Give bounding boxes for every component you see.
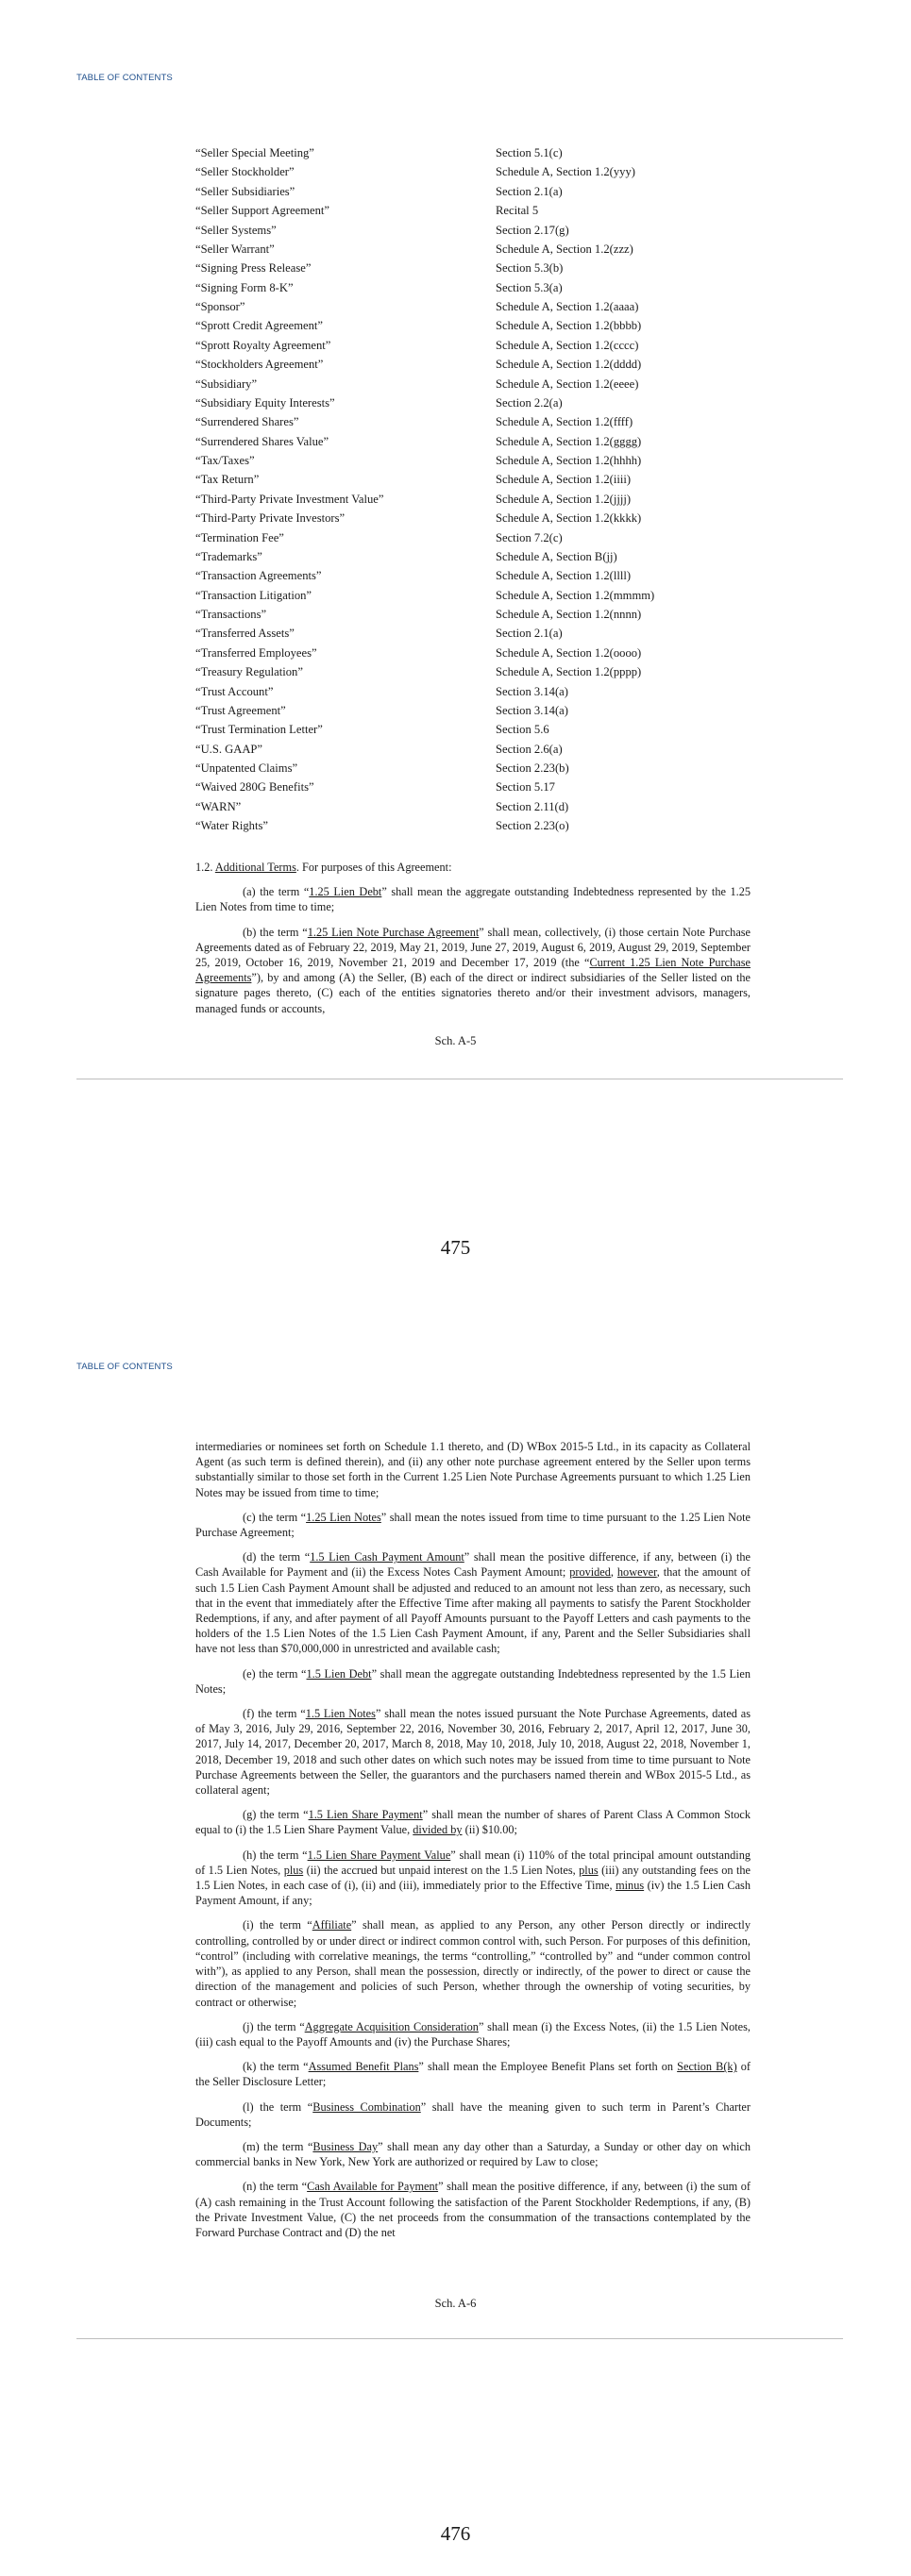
defined-term: “Signing Form 8-K”: [195, 280, 294, 294]
definition-paragraph: (e) the term “1.5 Lien Debt” shall mean the aggregate outstanding Indebtedness represented by the 1.5 Lien Notes;: [195, 1666, 751, 1696]
section-reference: Section 2.17(g): [496, 223, 569, 237]
definition-paragraph: (d) the term “1.5 Lien Cash Payment Amount” shall mean the positive difference, if any, between (i) the Cash Available for Payment and (ii) the Excess Notes Cash Payment Amount; provided, however, that the amount of such 1.5 Lien Cash Payment Amount shall be adjusted and reduced to an amount not less than zero, as necessary, such that in the event that immediately after the Effective Time after making all payments to satisfy the Parent Stockholder Redemptions, if any, and after payment of all Payoff Amounts pursuant to the Payoff Letters and cash payments to the holders of the 1.5 Lien Notes of the 1.5 Lien Cash Payment Amount, if any, Parent and the Seller Subsidiaries shall have not less than $70,000,000 in unrestricted and available cash;: [195, 1550, 751, 1656]
defined-term: “WARN”: [195, 799, 242, 813]
defined-term: “Seller Warrant”: [195, 242, 275, 256]
section-reference: Section 5.1(c): [496, 146, 563, 159]
section-reference: Schedule A, Section 1.2(kkkk): [496, 511, 642, 526]
defined-term: “Treasury Regulation”: [195, 665, 303, 679]
section-reference: Section 2.2(a): [496, 395, 563, 410]
section-reference: Schedule A, Section 1.2(ffff): [496, 415, 633, 429]
definition-row: [195, 393, 762, 412]
section-reference: Section 2.1(a): [496, 627, 563, 641]
defined-term: “Sprott Credit Agreement”: [195, 319, 323, 333]
definition-row: [195, 240, 762, 259]
definition-row: [195, 432, 762, 451]
section-reference: Section 7.2(c): [496, 530, 563, 544]
defined-term: “Trust Agreement”: [195, 703, 286, 717]
definition-paragraph: (h) the term “1.5 Lien Share Payment Value” shall mean (i) 110% of the total principal amount outstanding of 1.5 Lien Notes, plus (ii) the accrued but unpaid interest on the 1.5 Lien Notes, plus (iii) any outstanding fees on the 1.5 Lien Notes, in each case of (i), (ii) and (iii), immediately prior to the Effective Time, minus (iv) the 1.5 Lien Cash Payment Amount, if any;: [195, 1848, 751, 1908]
section-reference: Schedule A, Section 1.2(hhhh): [496, 454, 642, 467]
definition-row: [195, 278, 762, 297]
definition-row: [195, 547, 762, 566]
definition-row: [195, 316, 762, 335]
defined-term: “Subsidiary”: [195, 376, 258, 391]
definition-row: [195, 605, 762, 624]
table-of-contents-link[interactable]: TABLE OF CONTENTS: [76, 1362, 173, 1372]
definition-row: [195, 624, 762, 643]
definitions-index: [195, 143, 762, 836]
definition-row: [195, 682, 762, 701]
section-reference: Schedule A, Section 1.2(oooo): [496, 645, 642, 660]
defined-term: “Termination Fee”: [195, 530, 284, 544]
definition-row: [195, 720, 762, 739]
definition-row: [195, 336, 762, 355]
section-heading: 1.2. Additional Terms. For purposes of this Agreement:: [195, 861, 452, 874]
section-reference: Section 2.11(d): [496, 799, 569, 813]
defined-term: “U.S. GAAP”: [195, 742, 263, 756]
page1-body: [195, 860, 751, 1026]
defined-term: “Tax/Taxes”: [195, 454, 255, 467]
definition-paragraph: (f) the term “1.5 Lien Notes” shall mean the notes issued pursuant the Note Purchase Agreements, dated as of May 3, 2016, July 29, 2016, September 22, 2016, November 30, 2016, February 2, 2017, April 12, 2017, June 30, 2017, July 14, 2017, December 20, 2017, March 8, 2018, May 10, 2018, July 10, 2018, August 22, 2018, November 1, 2018, December 19, 2018 and such other dates on which such notes may be issued from time to time pursuant to Note Purchase Agreements between the Seller, the guarantors and the purchasers named therein and WBox 2015-5 Ltd., as collateral agent;: [195, 1707, 751, 1798]
defined-term: “Subsidiary Equity Interests”: [195, 395, 335, 410]
definition-paragraph: (b) the term “1.25 Lien Note Purchase Agreement” shall mean, collectively, (i) those certain Note Purchase Agreements dated as of February 22, 2019, May 21, 2019, June 27, 2019, August 6, 2019, August 29, 2019, September 25, 2019, October 16, 2019, November 21, 2019 and December 17, 2019 (the “Current 1.25 Lien Note Purchase Agreements”), by and among (A) the Seller, (B) each of the direct or indirect subsidiaries of the Seller listed on the signature pages thereto, (C) each of the entities signatories thereto and/or their investment advisors, managers, managed funds or accounts,: [195, 925, 751, 1015]
definition-row: [195, 662, 762, 681]
defined-term: “Tax Return”: [195, 473, 260, 487]
definition-paragraph: (k) the term “Assumed Benefit Plans” shall mean the Employee Benefit Plans set forth on Section B(k) of the Seller Disclosure Letter;: [195, 2060, 751, 2089]
section-reference: Section 5.3(a): [496, 280, 563, 294]
definition-row: [195, 355, 762, 374]
page-number: 475: [440, 1236, 471, 1259]
page-number: 476: [440, 2522, 471, 2545]
definition-row: [195, 451, 762, 470]
section-reference: Schedule A, Section 1.2(pppp): [496, 665, 642, 679]
definition-row: [195, 375, 762, 393]
definition-row: [195, 509, 762, 527]
definition-row: [195, 221, 762, 240]
definition-paragraph: (l) the term “Business Combination” shall have the meaning given to such term in Parent’s Charter Documents;: [195, 2099, 751, 2129]
defined-term: “Transferred Assets”: [195, 627, 295, 641]
defined-term: “Trust Termination Letter”: [195, 723, 323, 737]
definition-paragraph: (a) the term “1.25 Lien Debt” shall mean the aggregate outstanding Indebtedness represented by the 1.25 Lien Notes from time to time;: [195, 885, 751, 914]
defined-term: “Transactions”: [195, 608, 267, 621]
definition-row: [195, 297, 762, 316]
defined-term: “Transaction Agreements”: [195, 569, 322, 583]
definition-paragraph: (c) the term “1.25 Lien Notes” shall mean the notes issued from time to time pursuant to the 1.25 Lien Note Purchase Agreement;: [195, 1510, 751, 1540]
definition-row: [195, 162, 762, 181]
section-reference: Section 3.14(a): [496, 684, 568, 698]
defined-term: “Seller Special Meeting”: [195, 146, 314, 159]
definition-paragraph: (n) the term “Cash Available for Payment” shall mean the positive difference, if any, between (i) the sum of (A) cash remaining in the Trust Account following the satisfaction of the Parent Stockholder Redemptions, if any, (B) the Private Investment Value, (C) the net proceeds from the consummation of the transactions contemplated by the Forward Purchase Contract and (D) the net: [195, 2180, 751, 2239]
defined-term: “Trust Account”: [195, 684, 274, 698]
definition-row: [195, 778, 762, 796]
definition-row: [195, 797, 762, 816]
section-reference: Schedule A, Section 1.2(aaaa): [496, 300, 639, 313]
defined-term: “Transaction Litigation”: [195, 588, 312, 602]
section-reference: Schedule A, Section 1.2(mmmm): [496, 588, 655, 602]
definition-row: [195, 182, 762, 201]
defined-term: “Stockholders Agreement”: [195, 358, 324, 372]
section-reference: Section 2.6(a): [496, 742, 563, 756]
definition-row: [195, 701, 762, 720]
definition-row: [195, 586, 762, 605]
section-reference: Schedule A, Section B(jj): [496, 549, 617, 563]
defined-term: “Transferred Employees”: [195, 645, 317, 660]
section-reference: Schedule A, Section 1.2(dddd): [496, 358, 642, 372]
page-footer: Sch. A-6: [434, 2297, 477, 2310]
definition-paragraph: (i) the term “Affiliate” shall mean, as applied to any Person, any other Person directly or indirectly controlling, controlled by or under direct or indirect common control with, such Person. For purposes of this definition, “control” (including with correlative meanings, the terms “controlling,” “controlled by” and “under common control with”), as applied to any Person, shall mean the possession, directly or indirectly, of the power to direct or cause the direction of the management and policies of such Person, whether through the ownership of voting securities, by contract or otherwise;: [195, 1918, 751, 2009]
defined-term: “Water Rights”: [195, 819, 268, 833]
definition-row: [195, 201, 762, 220]
section-reference: Schedule A, Section 1.2(jjjj): [496, 492, 632, 506]
section-reference: Section 2.23(b): [496, 761, 569, 775]
definition-row: [195, 528, 762, 547]
definition-row: [195, 759, 762, 778]
section-reference: Schedule A, Section 1.2(eeee): [496, 376, 639, 391]
section-reference: Section 2.23(o): [496, 819, 569, 833]
definition-row: [195, 259, 762, 277]
definition-row: [195, 740, 762, 759]
section-reference: Schedule A, Section 1.2(yyy): [496, 165, 635, 179]
section-reference: Section 2.1(a): [496, 184, 563, 198]
defined-term: “Sponsor”: [195, 300, 245, 313]
table-of-contents-link[interactable]: TABLE OF CONTENTS: [76, 73, 173, 83]
page-footer: Sch. A-5: [434, 1034, 477, 1047]
defined-term: “Third-Party Private Investors”: [195, 511, 346, 526]
definition-row: [195, 143, 762, 162]
section-reference: Schedule A, Section 1.2(zzz): [496, 242, 633, 256]
definition-row: [195, 412, 762, 431]
section-reference: Recital 5: [496, 204, 539, 218]
defined-term: “Seller Stockholder”: [195, 165, 295, 179]
defined-term: “Third-Party Private Investment Value”: [195, 492, 384, 506]
page-divider: [76, 2338, 843, 2339]
section-reference: Schedule A, Section 1.2(llll): [496, 569, 632, 583]
definition-row: [195, 566, 762, 585]
section-reference: Schedule A, Section 1.2(gggg): [496, 434, 642, 448]
section-reference: Section 5.6: [496, 723, 549, 737]
defined-term: “Seller Support Agreement”: [195, 204, 329, 218]
section-reference: Section 5.17: [496, 780, 555, 795]
definition-row: [195, 470, 762, 489]
definition-paragraph: (g) the term “1.5 Lien Share Payment” shall mean the number of shares of Parent Class A Common Stock equal to (i) the 1.5 Lien Share Payment Value, divided by (ii) $10.00;: [195, 1808, 751, 1837]
defined-term: “Seller Subsidiaries”: [195, 184, 295, 198]
section-reference: Schedule A, Section 1.2(bbbb): [496, 319, 642, 333]
defined-term: “Seller Systems”: [195, 223, 277, 237]
defined-term: “Trademarks”: [195, 549, 262, 563]
page2-body: [195, 1439, 751, 2250]
section-reference: Section 3.14(a): [496, 703, 568, 717]
definition-row: [195, 816, 762, 835]
definition-row: [195, 490, 762, 509]
section-reference: Section 5.3(b): [496, 261, 564, 276]
definition-row: [195, 644, 762, 662]
defined-term: “Surrendered Shares Value”: [195, 434, 329, 448]
section-reference: Schedule A, Section 1.2(iiii): [496, 473, 632, 487]
defined-term: “Waived 280G Benefits”: [195, 780, 314, 795]
defined-term: “Sprott Royalty Agreement”: [195, 338, 331, 352]
section-reference: Schedule A, Section 1.2(cccc): [496, 338, 639, 352]
defined-term: “Unpatented Claims”: [195, 761, 298, 775]
continued-paragraph: intermediaries or nominees set forth on Schedule 1.1 thereto, and (D) WBox 2015-5 Ltd., in its capacity as Collateral Agent (as such term is defined therein), and (ii) any other note purchase agreement entered by the Seller upon terms substantially similar to those set forth in the Current 1.25 Lien Note Purchase Agreements pursuant to which 1.25 Lien Notes may be issued from time to time;: [195, 1440, 751, 1499]
definition-paragraph: (m) the term “Business Day” shall mean any day other than a Saturday, a Sunday or other day on which commercial banks in New York, New York are authorized or required by Law to close;: [195, 2139, 751, 2169]
section-reference: Schedule A, Section 1.2(nnnn): [496, 608, 642, 621]
defined-term: “Surrendered Shares”: [195, 415, 299, 429]
definition-paragraph: (j) the term “Aggregate Acquisition Consideration” shall mean (i) the Excess Notes, (ii) the 1.5 Lien Notes, (iii) cash equal to the Payoff Amounts and (iv) the Purchase Shares;: [195, 2019, 751, 2049]
defined-term: “Signing Press Release”: [195, 261, 312, 276]
